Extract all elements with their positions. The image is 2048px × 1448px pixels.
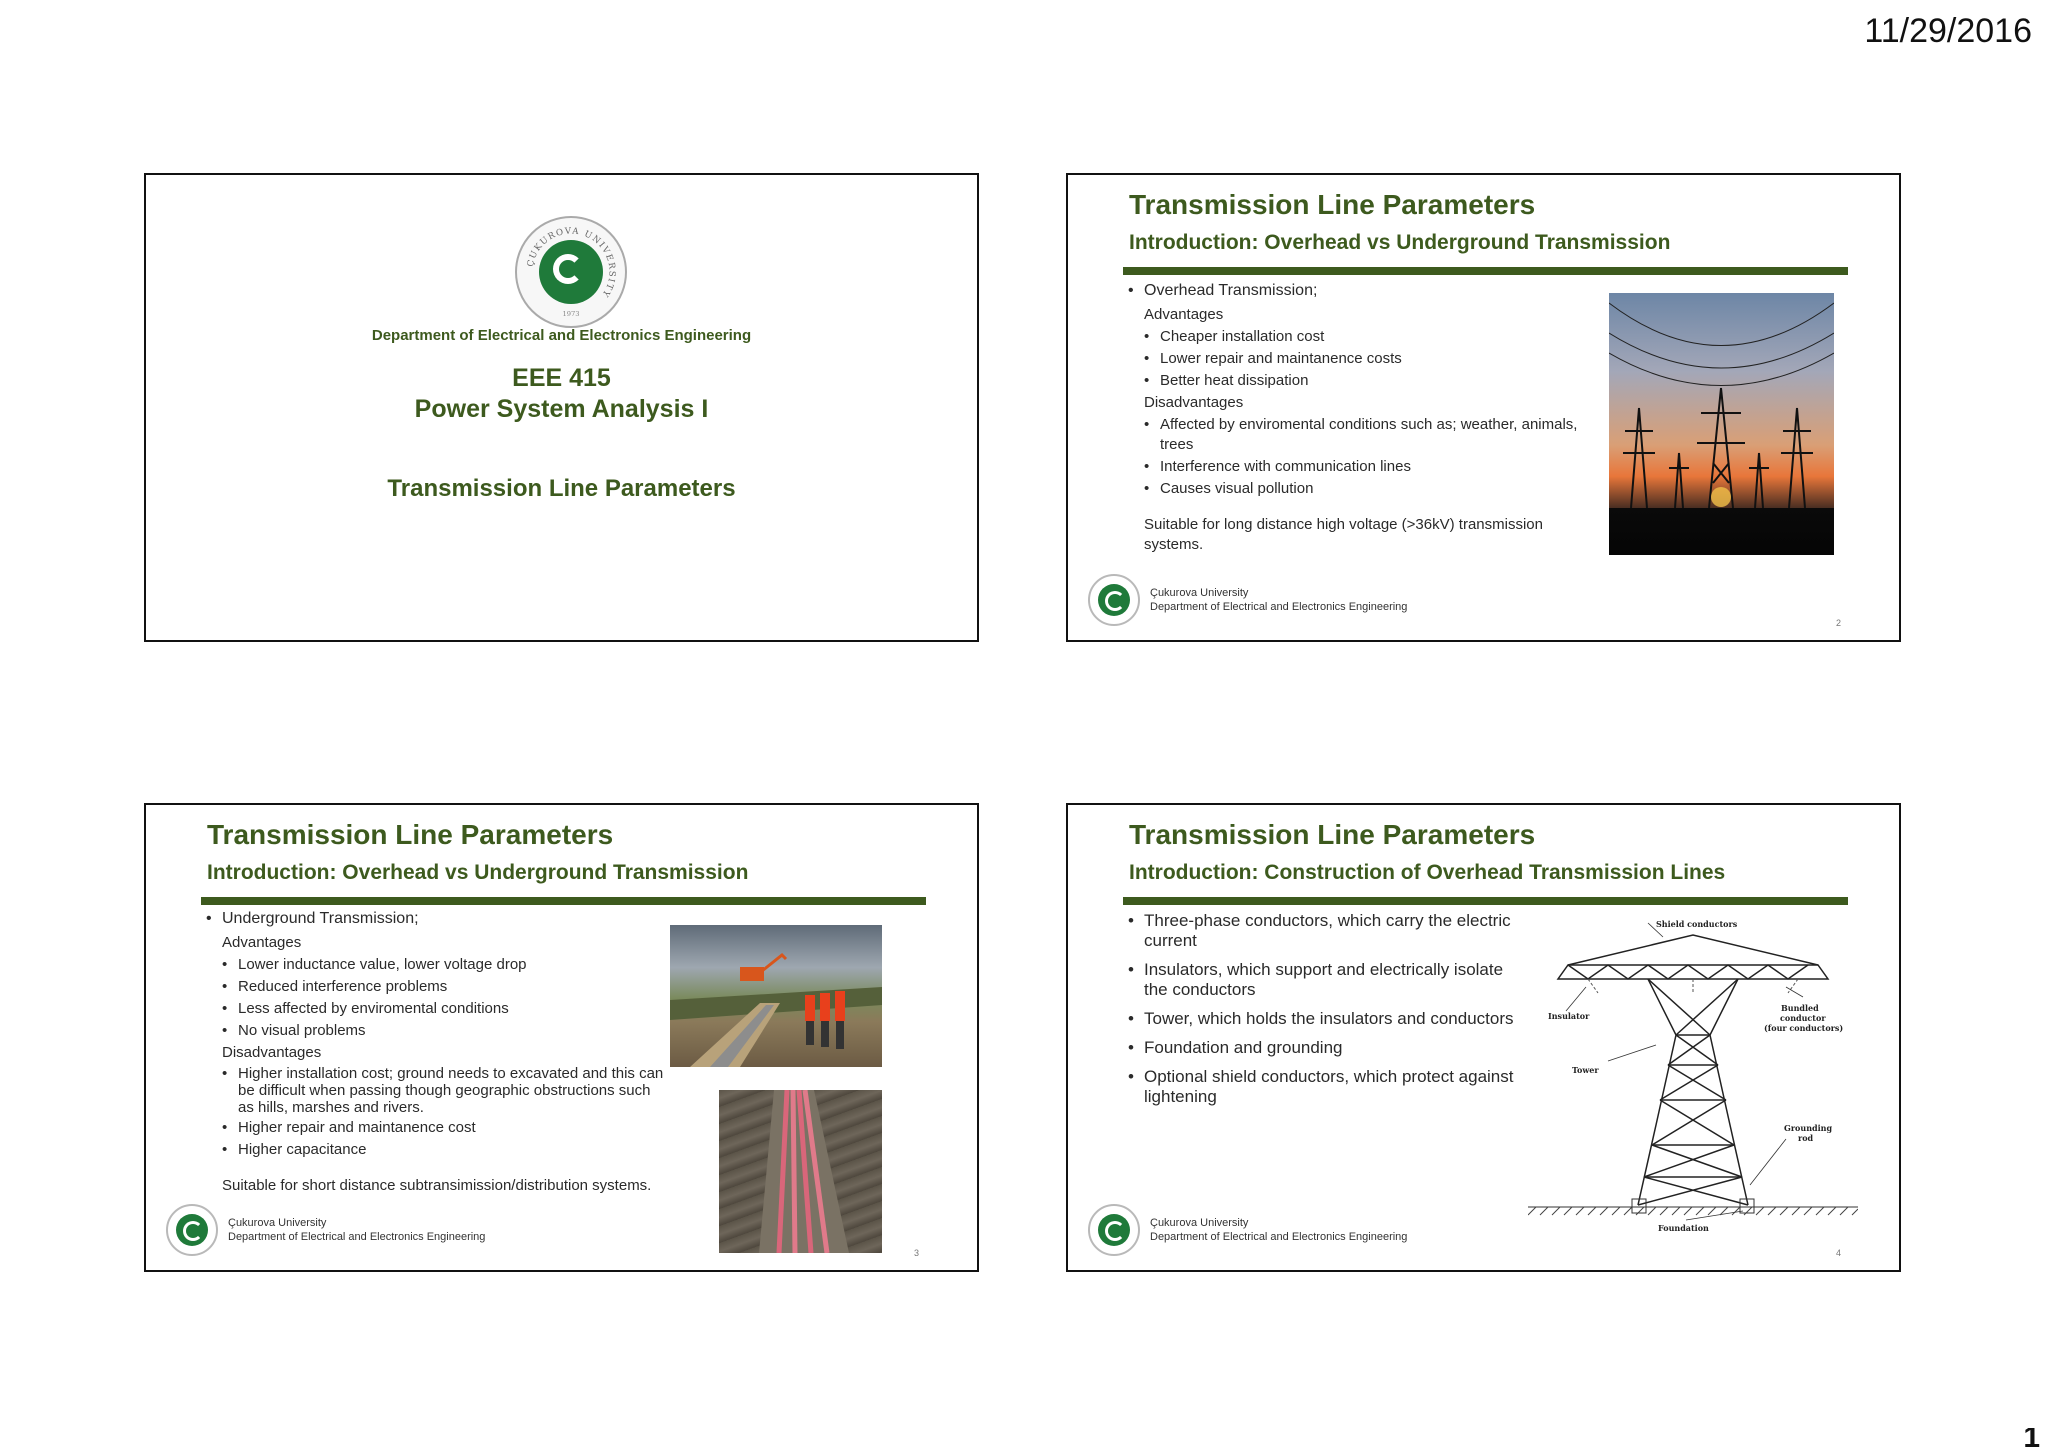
suitability-note: Suitable for long distance high voltage (>36kV) transmission systems. bbox=[1144, 516, 1543, 553]
disadvantage-item: • Higher repair and maintanence cost bbox=[206, 1118, 666, 1138]
slide-subtitle: Introduction: Construction of Overhead Transmission Lines bbox=[1129, 861, 1726, 884]
disadvantage-item: • Causes visual pollution bbox=[1128, 479, 1593, 499]
title-divider bbox=[1123, 267, 1848, 275]
construction-item: • Tower, which holds the insulators and conductors bbox=[1128, 1009, 1523, 1029]
slide-construction bbox=[1066, 803, 1901, 1272]
slide-title: Transmission Line Parameters bbox=[207, 819, 614, 850]
label-bundled-conductor: (four conductors) bbox=[1764, 1023, 1844, 1033]
construction-list bbox=[1128, 911, 1523, 1116]
disadvantage-item: • Interference with communication lines bbox=[1128, 457, 1593, 477]
footer-department: Department of Electrical and Electronics Engineering bbox=[1150, 601, 1408, 613]
footer-university: Çukurova University bbox=[1150, 587, 1249, 599]
underground-list bbox=[206, 909, 666, 1196]
university-logo-small bbox=[1088, 1204, 1140, 1256]
slide-subtitle: Introduction: Overhead vs Underground Transmission bbox=[1129, 231, 1671, 254]
excavation-scene bbox=[670, 925, 882, 1067]
university-logo-small bbox=[1088, 574, 1140, 626]
logo-year: 1973 bbox=[562, 310, 580, 319]
title-divider bbox=[1123, 897, 1848, 905]
pylon-silhouettes bbox=[1609, 293, 1834, 555]
department-name: Department of Electrical and Electronics Engineering bbox=[371, 327, 752, 344]
slide-subtitle: Introduction: Overhead vs Underground Transmission bbox=[207, 861, 749, 884]
trench-cables-photo bbox=[719, 1090, 882, 1253]
advantage-item: • Lower repair and maintanence costs bbox=[1128, 349, 1593, 369]
overhead-list bbox=[1128, 281, 1593, 555]
construction-item: • Optional shield conductors, which protect against lightening bbox=[1128, 1067, 1523, 1107]
cable-trench bbox=[719, 1090, 882, 1253]
label-foundation: Foundation bbox=[1658, 1223, 1709, 1233]
main-bullet: • Underground Transmission; bbox=[206, 909, 666, 929]
suitability-note: Suitable for short distance subtransimission/distribution systems. bbox=[222, 1177, 652, 1194]
logo-ring-text: ÇUKUROVA UNIVERSITY bbox=[525, 226, 617, 300]
advantage-item: • No visual problems bbox=[206, 1021, 666, 1041]
construction-item: • Foundation and grounding bbox=[1128, 1038, 1523, 1058]
university-logo-small bbox=[166, 1204, 218, 1256]
page-number: 1 bbox=[2023, 1428, 2040, 1448]
construction-item: • Insulators, which support and electrically isolate the conductors bbox=[1128, 960, 1523, 1000]
footer-text bbox=[228, 1216, 485, 1244]
label-bundled-conductor: Bundled bbox=[1781, 1003, 1819, 1013]
tower-diagram-svg bbox=[1528, 915, 1858, 1235]
disadvantage-item: • Higher installation cost; ground needs to excavated and this can be difficult when passing though geographic obstructions such as hills, marshes and rivers. bbox=[206, 1065, 666, 1116]
advantages-label: Advantages bbox=[222, 934, 302, 951]
course-name: Power System Analysis I bbox=[414, 395, 709, 423]
advantage-item: • Reduced interference problems bbox=[206, 977, 666, 997]
slide-number: 2 bbox=[1835, 618, 1841, 628]
page-date: 11/29/2016 bbox=[1864, 12, 2032, 50]
slide-title: Transmission Line Parameters bbox=[1129, 189, 1536, 220]
title-divider bbox=[201, 897, 926, 905]
university-logo bbox=[515, 216, 627, 328]
advantages-label: Advantages bbox=[1144, 306, 1224, 323]
slide-number: 4 bbox=[1835, 1248, 1841, 1258]
advantage-item: • Lower inductance value, lower voltage drop bbox=[206, 955, 666, 975]
disadvantages-label: Disadvantages bbox=[222, 1044, 322, 1061]
topic-title: Transmission Line Parameters bbox=[387, 475, 736, 502]
logo-emblem bbox=[539, 240, 603, 304]
advantage-item: • Less affected by enviromental conditions bbox=[206, 999, 666, 1019]
slide-title bbox=[144, 173, 979, 642]
slide-title: Transmission Line Parameters bbox=[1129, 819, 1536, 850]
advantage-item: • Better heat dissipation bbox=[1128, 371, 1593, 391]
disadvantages-label: Disadvantages bbox=[1144, 394, 1244, 411]
tower-diagram bbox=[1528, 915, 1858, 1235]
power-lines-sunset-photo bbox=[1609, 293, 1834, 555]
disadvantage-item: • Affected by enviromental conditions such as; weather, animals, trees bbox=[1128, 415, 1593, 455]
slide-number: 3 bbox=[913, 1248, 919, 1258]
label-shield-conductors: Shield conductors bbox=[1656, 919, 1738, 929]
label-insulator: Insulator bbox=[1548, 1011, 1590, 1021]
footer-text bbox=[1150, 586, 1407, 614]
footer-text bbox=[1150, 1216, 1407, 1244]
footer-department: Department of Electrical and Electronics Engineering bbox=[228, 1231, 486, 1243]
slide-overhead bbox=[1066, 173, 1901, 642]
advantage-item: • Cheaper installation cost bbox=[1128, 327, 1593, 347]
label-grounding-rod: Grounding bbox=[1784, 1123, 1833, 1133]
label-tower: Tower bbox=[1572, 1065, 1599, 1075]
slide-underground bbox=[144, 803, 979, 1272]
course-code: EEE 415 bbox=[512, 364, 611, 392]
label-bundled-conductor: conductor bbox=[1780, 1013, 1826, 1023]
footer-university: Çukurova University bbox=[228, 1217, 327, 1229]
footer-department: Department of Electrical and Electronics Engineering bbox=[1150, 1231, 1408, 1243]
excavation-site-photo bbox=[670, 925, 882, 1067]
disadvantage-item: • Higher capacitance bbox=[206, 1140, 666, 1160]
footer-university: Çukurova University bbox=[1150, 1217, 1249, 1229]
course-heading bbox=[146, 363, 977, 425]
main-bullet: • Overhead Transmission; bbox=[1128, 281, 1593, 301]
label-grounding-rod: rod bbox=[1798, 1133, 1814, 1143]
construction-item: • Three-phase conductors, which carry the electric current bbox=[1128, 911, 1523, 951]
